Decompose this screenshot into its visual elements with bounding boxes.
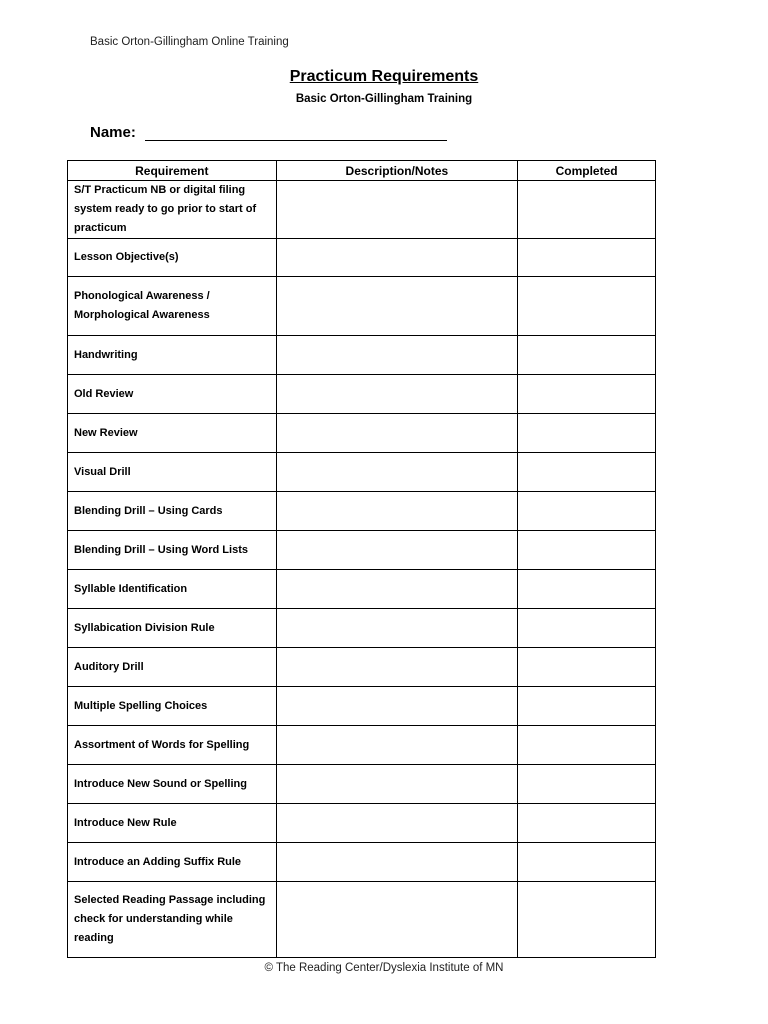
document-header: Basic Orton-Gillingham Online Training	[90, 36, 289, 48]
notes-cell[interactable]	[276, 687, 518, 726]
table-row	[68, 414, 656, 453]
table-row	[68, 375, 656, 414]
notes-cell[interactable]	[276, 336, 518, 375]
notes-cell[interactable]	[276, 414, 518, 453]
completed-cell[interactable]	[518, 531, 656, 570]
completed-cell[interactable]	[518, 648, 656, 687]
notes-cell[interactable]	[276, 239, 518, 277]
requirement-cell: New Review	[68, 414, 277, 453]
requirement-cell: Auditory Drill	[68, 648, 277, 687]
table-row	[68, 453, 656, 492]
notes-cell[interactable]	[276, 492, 518, 531]
completed-cell[interactable]	[518, 277, 656, 336]
completed-cell[interactable]	[518, 609, 656, 648]
column-header-description: Description/Notes	[276, 161, 518, 181]
requirement-cell: Visual Drill	[68, 453, 277, 492]
notes-cell[interactable]	[276, 531, 518, 570]
completed-cell[interactable]	[518, 687, 656, 726]
column-header-requirement: Requirement	[68, 161, 277, 181]
requirement-cell: Blending Drill – Using Word Lists	[68, 531, 277, 570]
column-header-completed: Completed	[518, 161, 656, 181]
notes-cell[interactable]	[276, 181, 518, 239]
requirement-cell: Old Review	[68, 375, 277, 414]
requirements-table	[67, 160, 656, 958]
requirement-cell: Introduce New Rule	[68, 804, 277, 843]
notes-cell[interactable]	[276, 375, 518, 414]
table-row	[68, 570, 656, 609]
completed-cell[interactable]	[518, 882, 656, 958]
table-row	[68, 531, 656, 570]
requirement-cell: Syllable Identification	[68, 570, 277, 609]
table-row	[68, 336, 656, 375]
requirement-cell: S/T Practicum NB or digital filing system ready to go prior to start of practicum	[68, 181, 277, 239]
table-row	[68, 648, 656, 687]
name-row	[90, 124, 447, 141]
requirement-cell: Syllabication Division Rule	[68, 609, 277, 648]
table-row	[68, 765, 656, 804]
completed-cell[interactable]	[518, 375, 656, 414]
completed-cell[interactable]	[518, 181, 656, 239]
notes-cell[interactable]	[276, 453, 518, 492]
requirement-cell: Introduce New Sound or Spelling	[68, 765, 277, 804]
notes-cell[interactable]	[276, 648, 518, 687]
notes-cell[interactable]	[276, 843, 518, 882]
name-field[interactable]	[145, 124, 447, 141]
requirement-cell: Selected Reading Passage including check for understanding while reading	[68, 882, 277, 958]
requirement-cell: Blending Drill – Using Cards	[68, 492, 277, 531]
completed-cell[interactable]	[518, 804, 656, 843]
copyright-footer: © The Reading Center/Dyslexia Institute of MN	[264, 962, 504, 974]
table-row	[68, 882, 656, 958]
completed-cell[interactable]	[518, 570, 656, 609]
table-row	[68, 726, 656, 765]
requirement-cell: Multiple Spelling Choices	[68, 687, 277, 726]
notes-cell[interactable]	[276, 804, 518, 843]
table-row	[68, 239, 656, 277]
requirement-cell: Lesson Objective(s)	[68, 239, 277, 277]
page-subtitle: Basic Orton-Gillingham Training	[295, 93, 473, 105]
completed-cell[interactable]	[518, 765, 656, 804]
table-row	[68, 181, 656, 239]
notes-cell[interactable]	[276, 277, 518, 336]
completed-cell[interactable]	[518, 492, 656, 531]
table-row	[68, 804, 656, 843]
completed-cell[interactable]	[518, 336, 656, 375]
notes-cell[interactable]	[276, 570, 518, 609]
page-title-text: Practicum Requirements	[289, 68, 479, 85]
completed-cell[interactable]	[518, 843, 656, 882]
requirements-body	[68, 181, 656, 958]
table-row	[68, 609, 656, 648]
table-row	[68, 687, 656, 726]
table-row	[68, 277, 656, 336]
requirement-cell: Phonological Awareness / Morphological Awareness	[68, 277, 277, 336]
notes-cell[interactable]	[276, 726, 518, 765]
notes-cell[interactable]	[276, 765, 518, 804]
completed-cell[interactable]	[518, 239, 656, 277]
table-row	[68, 843, 656, 882]
completed-cell[interactable]	[518, 414, 656, 453]
requirement-cell: Handwriting	[68, 336, 277, 375]
page-title	[0, 68, 768, 86]
requirement-cell: Assortment of Words for Spelling	[68, 726, 277, 765]
requirement-cell: Introduce an Adding Suffix Rule	[68, 843, 277, 882]
table-header-row	[68, 161, 656, 181]
name-label: Name:	[90, 124, 136, 141]
completed-cell[interactable]	[518, 453, 656, 492]
table-row	[68, 492, 656, 531]
notes-cell[interactable]	[276, 882, 518, 958]
completed-cell[interactable]	[518, 726, 656, 765]
notes-cell[interactable]	[276, 609, 518, 648]
